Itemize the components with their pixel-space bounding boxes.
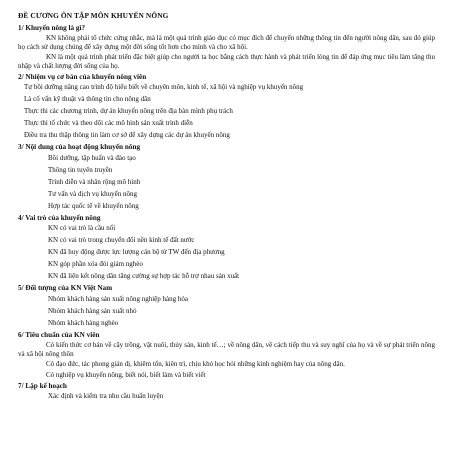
section-heading: 6/ Tiêu chuẩn của KN viên [18, 330, 100, 339]
section-heading: 7/ Lập kế hoạch [18, 381, 67, 390]
list-item: Bồi dưỡng, tập huấn và đào tạo [48, 153, 136, 162]
section-4 [18, 214, 435, 281]
list-item: Nhóm khách hàng sản xuất nông nghiệp hàng hóa [48, 294, 188, 303]
document-title: ĐỀ CƯƠNG ÔN TẬP MÔN KHUYẾN NÔNG [18, 11, 169, 20]
section-heading: 2/ Nhiệm vụ cơ bản của khuyến nông viên [18, 72, 147, 81]
paragraph: Có kiến thức cơ bản về cây trồng, vật nuôi, thủy sản, kinh tế…; về nông dân, về cách tiếp thu và suy nghĩ của họ và về sự phát triển nông và xã hội nông thôn [18, 341, 435, 358]
list-item: Là cố vấn kỹ thuật và thông tin cho nông dân [24, 95, 151, 104]
paragraph: KN là một quá trình phát triển đặc biệt giúp cho người ta học bằng cách thực hành và phát triển lòng tin để đáp ứng mục tiêu làm tăng thu nhập và chất lượng đời sống của họ. [18, 53, 435, 70]
paragraph: Có đạo đức, tác phong giản dị, khiêm tốn, kiên trì, chịu khó học hỏi những kinh nghiệm hay của nông dân. [46, 360, 345, 369]
paragraph: Có nghiệp vụ khuyến nông, biết nói, biết làm và biết viết [46, 371, 206, 380]
list-item: Tự bồi dưỡng nâng cao trình độ hiểu biết về chuyên môn, kinh tế, xã hội và nghiệp vụ khuyến nông [24, 83, 304, 92]
list-item: Trình diễn và nhân rộng mô hình [48, 177, 141, 186]
list-item: Tư vấn và dịch vụ khuyến nông [48, 189, 137, 198]
list-item: Thực thi các chương trình, dự án khuyến nông trên địa bàn mình phụ trách [24, 107, 233, 116]
section-6 [18, 331, 435, 380]
section-5 [18, 284, 435, 327]
list-item: KN góp phần xóa đói giảm nghèo [48, 260, 143, 269]
list-item: Thực thi tổ chức và theo dõi các mô hình sản xuất trình diễn [24, 119, 193, 128]
list-item: Thông tin tuyên truyền [48, 165, 113, 174]
list-item: Điều tra thu thập thông tin làm cơ sở để xây dựng các dự án khuyến nông [24, 131, 230, 140]
list-item: KN có vai trò là cầu nối [48, 224, 116, 233]
section-heading: 5/ Đối tượng của KN Việt Nam [18, 284, 113, 293]
list-item: Nhóm khách hàng nghèo [48, 318, 119, 327]
document-body [18, 24, 435, 401]
list-item: Hợp tác quốc tế về khuyến nông [48, 201, 139, 210]
section-heading: 3/ Nội dung của hoạt động khuyến nông [18, 143, 141, 152]
list-item: KN đã huy động được lực lượng cán bộ từ TW đến địa phương [48, 248, 225, 257]
section-2 [18, 73, 435, 140]
section-7 [18, 382, 435, 401]
section-1 [18, 24, 435, 71]
section-heading: 4/ Vai trò của khuyến nông [18, 213, 101, 222]
section-heading: 1/ Khuyến nông là gì? [18, 23, 86, 32]
list-item: Nhóm khách hàng sản xuất nhỏ [48, 306, 137, 315]
list-item: Xác định và kiểm tra nhu cầu huấn luyện [48, 392, 164, 401]
list-item: KN có vai trò trong chuyển đổi nền kinh tế đất nước [48, 236, 195, 245]
paragraph: KN không phải tổ chức cứng nhắc, mà là một quá trình giáo dục có mục đích để chuyển những thông tin đến người nông dân, sau đó giúp họ cách sử dụng chúng để xây dựng một đời sống tốt hơn cho mình và cho xã hội. [18, 34, 435, 51]
section-3 [18, 143, 435, 210]
list-item: KN đã liên kết nông dân tăng cường sự hợp tác hỗ trợ nhau sản xuất [48, 272, 240, 281]
